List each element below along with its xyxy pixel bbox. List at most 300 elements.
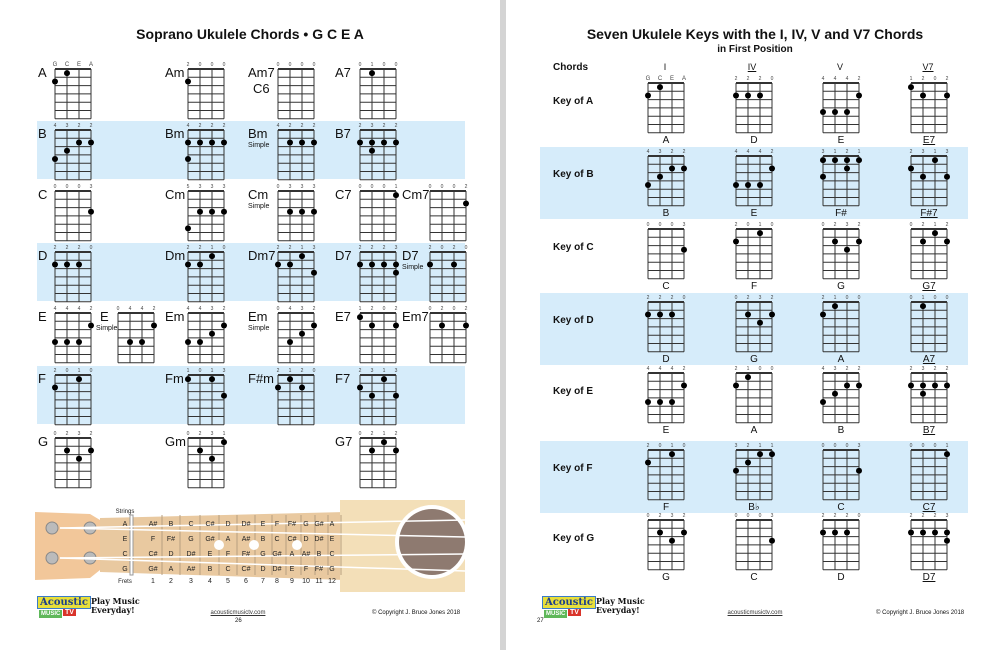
finger-dot — [645, 459, 651, 465]
finger-dot — [856, 382, 862, 388]
string-fret-label: 4 — [821, 76, 825, 82]
fret-note: F — [274, 521, 280, 528]
string-fret-label: 2 — [65, 245, 69, 251]
finger-dot — [275, 261, 281, 267]
string-fret-label: 2 — [428, 245, 432, 251]
finger-dot — [820, 174, 826, 180]
finger-dot — [185, 225, 191, 231]
website-link[interactable]: acousticmusictv.com — [727, 610, 783, 616]
string-fret-label: 4 — [53, 306, 57, 312]
finger-dot — [757, 230, 763, 236]
chord-diagram — [907, 510, 951, 576]
chord-name: F — [662, 502, 670, 513]
string-fret-label: 1 — [210, 245, 214, 251]
chord-diagram — [274, 59, 318, 125]
fret-note: A# — [148, 521, 158, 528]
logo-text: Acoustic — [542, 596, 596, 609]
string-fret-label: 3 — [921, 149, 925, 155]
finger-dot — [844, 382, 850, 388]
finger-dot — [757, 182, 763, 188]
finger-dot — [299, 384, 305, 390]
string-fret-label: 3 — [77, 431, 81, 437]
finger-dot — [221, 439, 227, 445]
finger-dot — [908, 529, 914, 535]
finger-dot — [357, 314, 363, 320]
tuning-peg — [46, 552, 58, 564]
chord-diagram — [907, 219, 951, 285]
finger-dot — [151, 322, 157, 328]
chord-name: D — [837, 572, 845, 583]
fret-number: 4 — [208, 578, 212, 585]
finger-dot — [681, 247, 687, 253]
string-fret-label: 0 — [53, 431, 57, 437]
string-fret-label: 2 — [370, 431, 374, 437]
finger-dot — [944, 382, 950, 388]
fret-note: G — [188, 536, 194, 543]
chord-diagram — [356, 120, 400, 186]
string-fret-label: 0 — [646, 222, 650, 228]
string-fret-label: 0 — [746, 513, 750, 519]
string-fret-label: 0 — [658, 222, 662, 228]
chord-diagram — [184, 242, 228, 308]
fret-note: F — [303, 566, 309, 573]
chord-name: D — [38, 248, 48, 263]
finger-dot — [209, 331, 215, 337]
finger-dot — [944, 92, 950, 98]
finger-dot — [287, 339, 293, 345]
finger-dot — [920, 391, 926, 397]
chord-name: E — [750, 208, 758, 219]
finger-dot — [76, 376, 82, 382]
chord-name: Fm — [165, 371, 184, 386]
finger-dot — [681, 382, 687, 388]
string-fret-label: 2 — [89, 123, 93, 129]
string-fret-label: 0 — [276, 62, 280, 68]
chord-name: G — [662, 572, 670, 583]
logo-text: TV — [65, 609, 74, 616]
chord-name: Bm — [165, 126, 185, 141]
finger-dot — [88, 209, 94, 215]
chord-name: G — [837, 281, 845, 292]
string-fret-label: 2 — [921, 76, 925, 82]
string-fret-label: 3 — [300, 184, 304, 190]
string-fret-label: 0 — [382, 306, 386, 312]
string-fret-label: 0 — [276, 306, 280, 312]
string-fret-label: 2 — [770, 295, 774, 301]
string-fret-label: 4 — [658, 366, 662, 372]
string-fret-label: 0 — [428, 306, 432, 312]
finger-dot — [393, 270, 399, 276]
simple-label: Simple — [248, 325, 270, 332]
finger-dot — [657, 529, 663, 535]
string-fret-label: 1 — [222, 431, 226, 437]
fret-note: C# — [205, 521, 215, 528]
string-fret-label: 3 — [370, 368, 374, 374]
string-fret-label: 1 — [770, 443, 774, 449]
finger-dot — [733, 92, 739, 98]
string-fret-label: 0 — [857, 513, 861, 519]
finger-dot — [681, 165, 687, 171]
string-fret-label: 0 — [312, 62, 316, 68]
string-fret-label: 2 — [77, 123, 81, 129]
finger-dot — [64, 70, 70, 76]
chord-diagram — [184, 303, 228, 369]
fret-note: C# — [241, 566, 251, 573]
string-fret-label: 4 — [288, 306, 292, 312]
string-fret-label: 2 — [77, 245, 81, 251]
fret-number: 6 — [244, 578, 248, 585]
finger-dot — [669, 451, 675, 457]
fret-note: E — [329, 536, 335, 543]
finger-dot — [832, 529, 838, 535]
finger-dot — [908, 382, 914, 388]
string-fret-label: 3 — [198, 184, 202, 190]
chord-name: D7 — [335, 248, 352, 263]
string-fret-label: 3 — [210, 431, 214, 437]
chord-diagram — [184, 59, 228, 125]
string-fret-label: 2 — [288, 245, 292, 251]
string-fret-label: 3 — [921, 366, 925, 372]
fret-note: G# — [272, 551, 282, 558]
string-fret-label: 0 — [734, 295, 738, 301]
finger-dot — [745, 459, 751, 465]
chord-diagram — [907, 146, 951, 212]
string-fret-label: 4 — [65, 306, 69, 312]
chord-name: Cm — [248, 187, 269, 202]
finger-dot — [932, 230, 938, 236]
fret-number: 10 — [302, 578, 310, 585]
string-fret-label: 2 — [382, 123, 386, 129]
finger-dot — [299, 139, 305, 145]
string-fret-label: 0 — [734, 513, 738, 519]
finger-dot — [275, 384, 281, 390]
chord-diagram — [732, 219, 776, 285]
open-string-note: A — [122, 521, 128, 528]
chord-name: D7 — [922, 572, 936, 583]
string-fret-label: 2 — [945, 76, 949, 82]
open-string-note: E — [122, 536, 128, 543]
nut — [130, 515, 133, 575]
chord-name: C — [662, 281, 670, 292]
string-fret-label: 4 — [646, 366, 650, 372]
string-fret-label: 0 — [746, 222, 750, 228]
simple-label: Simple — [248, 203, 270, 210]
finger-dot — [299, 209, 305, 215]
chord-name: Dm7 — [248, 248, 276, 263]
string-fret-label: 2 — [300, 368, 304, 374]
fret-number: 7 — [261, 578, 265, 585]
chord-diagram — [907, 363, 951, 429]
string-fret-label: 4 — [845, 76, 849, 82]
finger-dot — [76, 339, 82, 345]
finger-dot — [657, 311, 663, 317]
slogan: Play Music — [91, 596, 140, 606]
string-fret-label: 2 — [222, 306, 226, 312]
chord-diagram — [51, 181, 95, 247]
chord-name: C — [750, 572, 758, 583]
chord-diagram — [819, 510, 863, 576]
chord-alt-name: C6 — [253, 81, 270, 96]
string-fret-label: 3 — [670, 513, 674, 519]
string-fret-label: 2 — [933, 366, 937, 372]
string-fret-label: 4 — [140, 306, 144, 312]
chord-diagram — [356, 181, 400, 247]
chord-name: F#7 — [920, 208, 938, 219]
string-fret-label: 0 — [933, 295, 937, 301]
string-fret-label: 1 — [210, 368, 214, 374]
string-fret-label: 2 — [452, 245, 456, 251]
string-fret-label: 3 — [945, 513, 949, 519]
string-fret-label: 0 — [909, 295, 913, 301]
string-fret-label: 1 — [370, 62, 374, 68]
string-fret-label: 3 — [845, 222, 849, 228]
string-fret-label: 2 — [921, 222, 925, 228]
position-marker — [214, 540, 224, 550]
string-fret-label: 0 — [909, 222, 913, 228]
fret-note: C — [188, 521, 194, 528]
string-fret-label: 2 — [833, 222, 837, 228]
chord-name: A — [38, 65, 47, 80]
finger-dot — [757, 451, 763, 457]
fret-note: B — [260, 536, 266, 543]
chord-diagram — [819, 363, 863, 429]
string-fret-label: 0 — [312, 368, 316, 374]
finger-dot — [944, 174, 950, 180]
simple-label: Simple — [248, 142, 270, 149]
finger-dot — [757, 320, 763, 326]
finger-dot — [920, 174, 926, 180]
string-fret-label: 0 — [833, 443, 837, 449]
string-fret-label: 1 — [77, 368, 81, 374]
string-fret-label: 2 — [933, 513, 937, 519]
string-fret-label: 2 — [845, 366, 849, 372]
chord-name: B7 — [335, 126, 351, 141]
string-fret-label: 0 — [358, 431, 362, 437]
chord-diagram — [644, 73, 688, 139]
finger-dot — [832, 109, 838, 115]
fret-note: C — [225, 566, 231, 573]
string-fret-label: 2 — [198, 431, 202, 437]
chord-diagram — [51, 120, 95, 186]
string-fret-label: 0 — [358, 62, 362, 68]
string-fret-label: 3 — [833, 366, 837, 372]
string-fret-label: 1 — [758, 222, 762, 228]
finger-dot — [299, 253, 305, 259]
column-header: V7 — [922, 62, 934, 72]
chord-diagram — [356, 365, 400, 431]
string-fret-label: 2 — [646, 295, 650, 301]
chord-diagram — [184, 120, 228, 186]
chord-diagram — [732, 292, 776, 358]
string-fret-label: 4 — [758, 149, 762, 155]
chord-name: A7 — [922, 354, 936, 365]
string-fret-label: 3 — [222, 184, 226, 190]
string-fret-label: 2 — [464, 306, 468, 312]
string-fret-label: 3 — [857, 443, 861, 449]
chord-name: G7 — [922, 281, 936, 292]
finger-dot — [52, 78, 58, 84]
string-fret-label: 0 — [909, 443, 913, 449]
string-fret-label: 0 — [682, 443, 686, 449]
finger-dot — [311, 322, 317, 328]
finger-dot — [944, 238, 950, 244]
finger-dot — [832, 303, 838, 309]
finger-dot — [908, 84, 914, 90]
right-page — [506, 0, 1005, 650]
string-fret-label: 0 — [394, 62, 398, 68]
string-fret-label: 3 — [734, 443, 738, 449]
finger-dot — [820, 399, 826, 405]
finger-dot — [657, 399, 663, 405]
finger-dot — [669, 311, 675, 317]
string-fret-label: E — [669, 76, 675, 82]
string-fret-label: 1 — [909, 76, 913, 82]
finger-dot — [393, 139, 399, 145]
chord-name: B — [837, 425, 845, 436]
finger-dot — [645, 311, 651, 317]
string-fret-label: 3 — [945, 149, 949, 155]
chord-name: D — [750, 135, 758, 146]
string-fret-label: 0 — [53, 184, 57, 190]
finger-dot — [844, 165, 850, 171]
fret-note: G# — [205, 536, 215, 543]
website-link[interactable]: acousticmusictv.com — [210, 610, 266, 616]
string-fret-label: 2 — [682, 513, 686, 519]
string-fret-label: 1 — [394, 184, 398, 190]
chord-diagram — [732, 363, 776, 429]
chord-name: F — [38, 371, 46, 386]
string-fret-label: 3 — [312, 184, 316, 190]
string-fret-label: 0 — [77, 184, 81, 190]
chord-name: Em7 — [402, 309, 429, 324]
finger-dot — [52, 384, 58, 390]
chord-diagram — [51, 242, 95, 308]
finger-dot — [451, 261, 457, 267]
fret-note: F — [225, 551, 231, 558]
column-header: V — [836, 62, 844, 72]
string-fret-label: 2 — [222, 123, 226, 129]
finger-dot — [185, 261, 191, 267]
chord-diagram — [274, 242, 318, 308]
acoustic-music-tv-logo — [35, 594, 91, 622]
finger-dot — [645, 182, 651, 188]
chord-name: Em — [165, 309, 185, 324]
finger-dot — [820, 311, 826, 317]
chord-diagram — [644, 146, 688, 212]
string-fret-label: 0 — [382, 62, 386, 68]
logo-text: TV — [570, 609, 579, 616]
chord-diagram — [426, 181, 470, 247]
fret-note: G# — [148, 566, 158, 573]
string-fret-label: 0 — [821, 222, 825, 228]
chord-name: F#m — [248, 371, 274, 386]
fret-number: 8 — [275, 578, 279, 585]
finger-dot — [76, 261, 82, 267]
fret-note: A# — [186, 566, 196, 573]
finger-dot — [209, 456, 215, 462]
chord-name: B — [38, 126, 47, 141]
finger-dot — [64, 261, 70, 267]
chord-name: E — [100, 309, 109, 324]
string-fret-label: E — [76, 62, 82, 68]
string-fret-label: 3 — [758, 295, 762, 301]
finger-dot — [127, 339, 133, 345]
chord-name: Dm — [165, 248, 186, 263]
finger-dot — [76, 139, 82, 145]
finger-dot — [185, 156, 191, 162]
finger-dot — [209, 139, 215, 145]
chord-diagram — [356, 428, 400, 494]
finger-dot — [197, 261, 203, 267]
fret-note: G# — [314, 521, 324, 528]
finger-dot — [52, 339, 58, 345]
string-fret-label: 2 — [358, 245, 362, 251]
slogan: Everyday! — [596, 605, 640, 615]
chord-name: A — [837, 354, 845, 365]
string-fret-label: 0 — [428, 184, 432, 190]
chord-name: A — [662, 135, 670, 146]
string-fret-label: 3 — [300, 306, 304, 312]
finger-dot — [197, 447, 203, 453]
chord-diagram — [274, 181, 318, 247]
chord-diagram — [732, 440, 776, 506]
string-fret-label: 1 — [833, 295, 837, 301]
fret-number: 1 — [151, 578, 155, 585]
finger-dot — [681, 529, 687, 535]
finger-dot — [832, 157, 838, 163]
chord-name: Bm — [248, 126, 268, 141]
string-fret-label: 3 — [682, 222, 686, 228]
finger-dot — [844, 109, 850, 115]
finger-dot — [185, 139, 191, 145]
finger-dot — [209, 376, 215, 382]
string-fret-label: 4 — [276, 123, 280, 129]
string-fret-label: 2 — [312, 306, 316, 312]
finger-dot — [64, 339, 70, 345]
string-fret-label: 2 — [89, 431, 93, 437]
string-fret-label: 4 — [198, 306, 202, 312]
string-fret-label: 0 — [358, 184, 362, 190]
chord-diagram — [274, 303, 318, 369]
string-fret-label: 0 — [288, 62, 292, 68]
finger-dot — [844, 157, 850, 163]
string-fret-label: 2 — [746, 295, 750, 301]
string-fret-label: C — [657, 76, 663, 82]
finger-dot — [908, 165, 914, 171]
chord-diagram — [644, 440, 688, 506]
string-fret-label: 0 — [646, 513, 650, 519]
chord-diagram — [819, 219, 863, 285]
finger-dot — [197, 209, 203, 215]
string-fret-label: 4 — [833, 76, 837, 82]
finger-dot — [463, 322, 469, 328]
string-fret-label: 0 — [845, 443, 849, 449]
finger-dot — [669, 165, 675, 171]
string-fret-label: 2 — [646, 443, 650, 449]
finger-dot — [185, 339, 191, 345]
finger-dot — [920, 92, 926, 98]
fret-number: 3 — [189, 578, 193, 585]
string-fret-label: 3 — [770, 513, 774, 519]
string-fret-label: 2 — [288, 123, 292, 129]
chord-name: B7 — [922, 425, 936, 436]
string-fret-label: 0 — [658, 443, 662, 449]
key-label: Key of F — [553, 463, 593, 474]
chord-name: Cm7 — [402, 187, 430, 202]
finger-dot — [393, 322, 399, 328]
finger-dot — [645, 399, 651, 405]
finger-dot — [769, 165, 775, 171]
